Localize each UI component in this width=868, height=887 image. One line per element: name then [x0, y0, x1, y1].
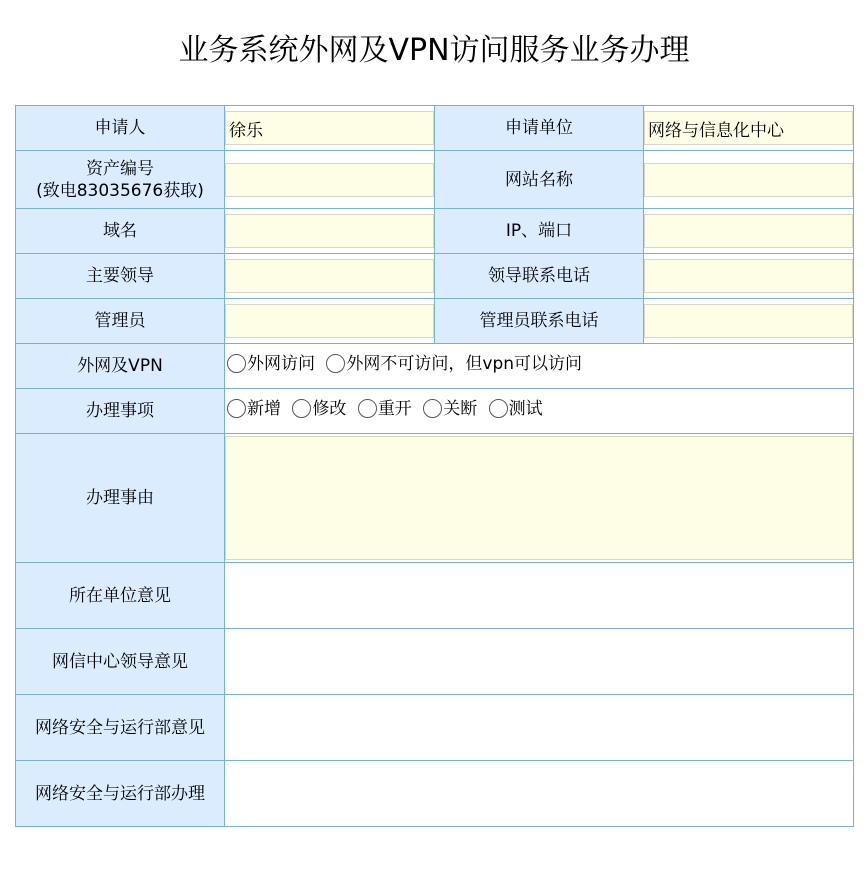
site-name-input[interactable] [644, 163, 853, 197]
row-access [16, 344, 854, 389]
domain-input[interactable] [225, 214, 434, 248]
radio-vpn-only-icon[interactable] [326, 354, 345, 373]
row-center-opinion [16, 629, 854, 695]
leader-phone-label: 领导联系电话 [435, 254, 644, 299]
unit-opinion-cell [225, 563, 854, 629]
asset-no-input[interactable] [225, 163, 434, 197]
leader-input[interactable] [225, 259, 434, 293]
domain-label: 域名 [16, 209, 225, 254]
radio-reopen-icon[interactable] [358, 399, 377, 418]
matter-option-test-label: 测试 [508, 398, 543, 419]
matter-option-shutdown-label: 关断 [443, 398, 478, 419]
row-reason [16, 434, 854, 563]
matter-option-modify-label: 修改 [312, 398, 347, 419]
matter-option-add[interactable] [227, 398, 281, 420]
ip-port-label: IP、端口 [435, 209, 644, 254]
reason-label: 办理事由 [16, 434, 225, 563]
row-applicant [16, 106, 854, 151]
security-process-cell [225, 761, 854, 827]
security-opinion-label: 网络安全与运行部意见 [16, 695, 225, 761]
site-name-label: 网站名称 [435, 151, 644, 209]
radio-modify-icon[interactable] [292, 399, 311, 418]
access-option-vpn-only-label: 外网不可访问，但vpn可以访问 [346, 353, 583, 374]
access-option-external-label: 外网访问 [247, 353, 315, 374]
row-domain [16, 209, 854, 254]
access-option-vpn-only[interactable] [326, 353, 582, 375]
access-label: 外网及VPN [16, 344, 225, 389]
matter-radio-group [225, 398, 853, 425]
application-form [15, 105, 854, 827]
applicant-input[interactable] [225, 111, 434, 145]
unit-input[interactable] [644, 111, 853, 145]
unit-label: 申请单位 [435, 106, 644, 151]
asset-no-label-line1: 资产编号 [86, 158, 154, 179]
applicant-label: 申请人 [16, 106, 225, 151]
matter-option-test[interactable] [489, 398, 543, 420]
row-admin [16, 299, 854, 344]
radio-shutdown-icon[interactable] [423, 399, 442, 418]
matter-option-add-label: 新增 [247, 398, 281, 419]
matter-option-reopen[interactable] [358, 398, 412, 420]
security-opinion-cell [225, 695, 854, 761]
row-matter [16, 389, 854, 434]
center-opinion-label: 网信中心领导意见 [16, 629, 225, 695]
reason-textarea[interactable] [225, 436, 853, 560]
radio-test-icon[interactable] [489, 399, 508, 418]
matter-option-shutdown[interactable] [423, 398, 477, 420]
access-radio-group [225, 353, 853, 380]
unit-opinion-label: 所在单位意见 [16, 563, 225, 629]
admin-phone-label: 管理员联系电话 [435, 299, 644, 344]
ip-port-input[interactable] [644, 214, 853, 248]
row-asset [16, 151, 854, 209]
row-security-process [16, 761, 854, 827]
matter-option-modify[interactable] [292, 398, 346, 420]
matter-label: 办理事项 [16, 389, 225, 434]
access-option-external[interactable] [227, 353, 315, 375]
row-leader [16, 254, 854, 299]
asset-no-label [16, 151, 225, 209]
security-process-label: 网络安全与运行部办理 [16, 761, 225, 827]
matter-option-reopen-label: 重开 [377, 398, 412, 419]
row-unit-opinion [16, 563, 854, 629]
admin-label: 管理员 [16, 299, 225, 344]
leader-label: 主要领导 [16, 254, 225, 299]
radio-external-icon[interactable] [227, 354, 246, 373]
page-title: 业务系统外网及VPN访问服务业务办理 [178, 33, 690, 68]
asset-no-label-line2: (致电83035676获取) [36, 180, 204, 201]
leader-phone-input[interactable] [644, 259, 853, 293]
radio-add-icon[interactable] [227, 399, 246, 418]
row-security-opinion [16, 695, 854, 761]
admin-phone-input[interactable] [644, 304, 853, 338]
admin-input[interactable] [225, 304, 434, 338]
center-opinion-cell [225, 629, 854, 695]
